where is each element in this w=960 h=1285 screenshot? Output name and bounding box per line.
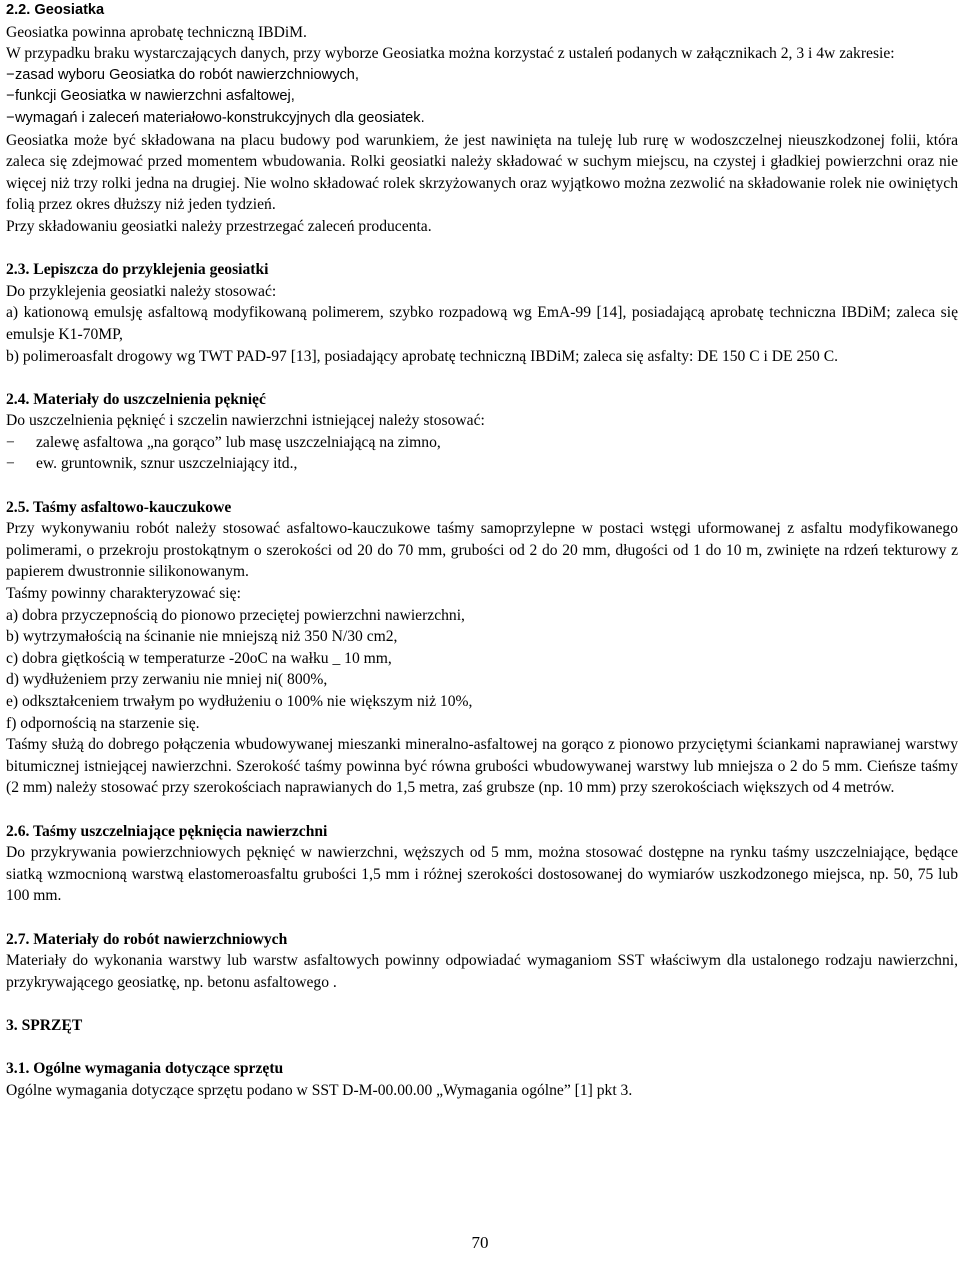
paragraph: Taśmy powinny charakteryzować się: bbox=[6, 585, 241, 603]
list-item bbox=[6, 65, 958, 87]
list-item-text: zasad wyboru Geosiatka do robót nawierzchniowych, bbox=[15, 66, 359, 83]
paragraph: Do przyklejenia geosiatki należy stosować: bbox=[6, 282, 277, 300]
list-item bbox=[6, 108, 958, 130]
section-heading-3: 3. SPRZĘT bbox=[6, 1016, 83, 1034]
list-item: a) kationową emulsję asfaltową modyfikowaną polimerem, szybko rozpadową wg EmA-99 [14], posiadającą aprobatę techniczna IBDiM; zaleca się emulsje K1-70MP, bbox=[6, 304, 958, 343]
section-heading-2-2: 2.2. Geosiatka bbox=[6, 2, 105, 18]
dash-bullet: − bbox=[6, 433, 15, 451]
list-item: f) odpornością na starzenie się. bbox=[6, 714, 200, 732]
section-heading-3-1: 3.1. Ogólne wymagania dotyczące sprzętu bbox=[6, 1060, 284, 1078]
paragraph: Taśmy służą do dobrego połączenia wbudowywanej mieszanki mineralno-asfaltowej na gorąco z pionowo przyciętymi ściankami naprawianej warstwy bitumicznej istniejącej nawierzchni. Szerokość taśmy powinna być równa grubości wbudowywanej warstwy lub mniejsza o 2 do 5 mm. Cieńsze taśmy (2 mm) należy stosować przy szerokościach naprawianych do 1,5 metra, zaś grubsze (np. 10 mm) przy szerokościach większych od 4 metrów. bbox=[6, 736, 958, 797]
paragraph: Geosiatka powinna aprobatę techniczną IBDiM. bbox=[6, 23, 307, 41]
list-item-text: wymagań i zaleceń materiałowo-konstrukcyjnych dla geosiatek. bbox=[15, 109, 425, 126]
paragraph: Ogólne wymagania dotyczące sprzętu podano w SST D-M-00.00.00 „Wymagania ogólne” [1] pkt 3. bbox=[6, 1081, 633, 1099]
list-item: b) wytrzymałością na ścinanie nie mniejszą niż 350 N/30 cm2, bbox=[6, 628, 398, 646]
document-page bbox=[6, 0, 958, 1101]
section-heading-2-6: 2.6. Taśmy uszczelniające pęknięcia nawierzchni bbox=[6, 822, 328, 840]
dash-bullet: − bbox=[6, 88, 15, 105]
paragraph: Przy składowaniu geosiatki należy przestrzegać zaleceń producenta. bbox=[6, 217, 432, 235]
section-heading-2-5: 2.5. Taśmy asfaltowo-kauczukowe bbox=[6, 498, 232, 516]
paragraph: Do uszczelnienia pęknięć i szczelin nawierzchni istniejącej należy stosować: bbox=[6, 412, 485, 430]
dash-bullet: − bbox=[6, 66, 15, 83]
paragraph: Przy wykonywaniu robót należy stosować asfaltowo-kauczukowe taśmy samoprzylepne w postaci wstęgi uformowanej z asfaltu modyfikowanego polimerami, o przekroju prostokątnym o szerokości od 20 do 70 mm, grubości od 2 do 20 mm, długości od 1 do 10 m, zwinięte na rdzeń tekturowy z papierem dwustronnie silikonowanym. bbox=[6, 520, 958, 581]
list-item-text: ew. gruntownik, sznur uszczelniający itd., bbox=[36, 455, 298, 473]
paragraph: W przypadku braku wystarczających danych, przy wyborze Geosiatka można korzystać z ustaleń podanych w załącznikach 2, 3 i 4w zakresie: bbox=[6, 45, 895, 63]
list-item bbox=[6, 453, 958, 475]
paragraph: Materiały do wykonania warstwy lub warstw asfaltowych powinny odpowiadać wymaganiom SST właściwym dla ustalonego rodzaju nawierzchni, przykrywającego geosiatkę, np. betonu asfaltowego . bbox=[6, 952, 958, 991]
list-item: c) dobra giętkością w temperaturze -20oC na wałku _ 10 mm, bbox=[6, 649, 392, 667]
list-item: e) odkształceniem trwałym po wydłużeniu o 100% nie większym niż 10%, bbox=[6, 693, 473, 710]
list-item: a) dobra przyczepnością do pionowo przeciętej powierzchni nawierzchni, bbox=[6, 606, 465, 624]
list-item: d) wydłużeniem przy zerwaniu nie mniej ni( 800%, bbox=[6, 671, 328, 689]
paragraph: Geosiatka może być składowana na placu budowy pod warunkiem, że jest nawinięta na tuleję lub rurę w wodoszczelnej nieuszkodzonej folii, która zaleca się zdejmować przed momentem wbudowania. Rolki geosiatki należy składować w suchym miejscu, na czystej i gładkiej powierzchni oraz nie więcej niż trzy rolki jedna na drugiej. Nie wolno składować rolek skrzyżowanych oraz wyjątkowo można zezwolić na składowanie rolek nie owiniętych folią przez okres dłuższy niż jeden tydzień. bbox=[6, 131, 958, 214]
section-heading-2-4: 2.4. Materiały do uszczelnienia pęknięć bbox=[6, 390, 266, 408]
section-heading-2-3: 2.3. Lepiszcza do przyklejenia geosiatki bbox=[6, 261, 269, 279]
list-item-text: funkcji Geosiatka w nawierzchni asfaltowej, bbox=[15, 88, 295, 105]
list-item bbox=[6, 432, 958, 454]
list-item-text: zalewę asfaltowa „na gorąco” lub masę uszczelniającą na zimno, bbox=[36, 433, 441, 451]
dash-bullet: − bbox=[6, 455, 15, 473]
list-item bbox=[6, 86, 958, 108]
list-item: b) polimeroasfalt drogowy wg TWT PAD-97 [13], posiadający aprobatę techniczną IBDiM; zaleca się asfalty: DE 150 C i DE 250 C. bbox=[6, 347, 839, 365]
section-heading-2-7: 2.7. Materiały do robót nawierzchniowych bbox=[6, 930, 288, 948]
page-number: 70 bbox=[471, 1233, 489, 1252]
dash-bullet: − bbox=[6, 109, 15, 126]
paragraph: Do przykrywania powierzchniowych pęknięć w nawierzchni, węższych od 5 mm, można stosować dostępne na rynku taśmy uszczelniające, będące siatką wzmocnioną warstwą elastomeroasfaltu grubości 1,5 mm i różnej szerokości dostosowanej do wymiarów uszkodzonego miejsca, np. 50, 75 lub 100 mm. bbox=[6, 844, 958, 905]
